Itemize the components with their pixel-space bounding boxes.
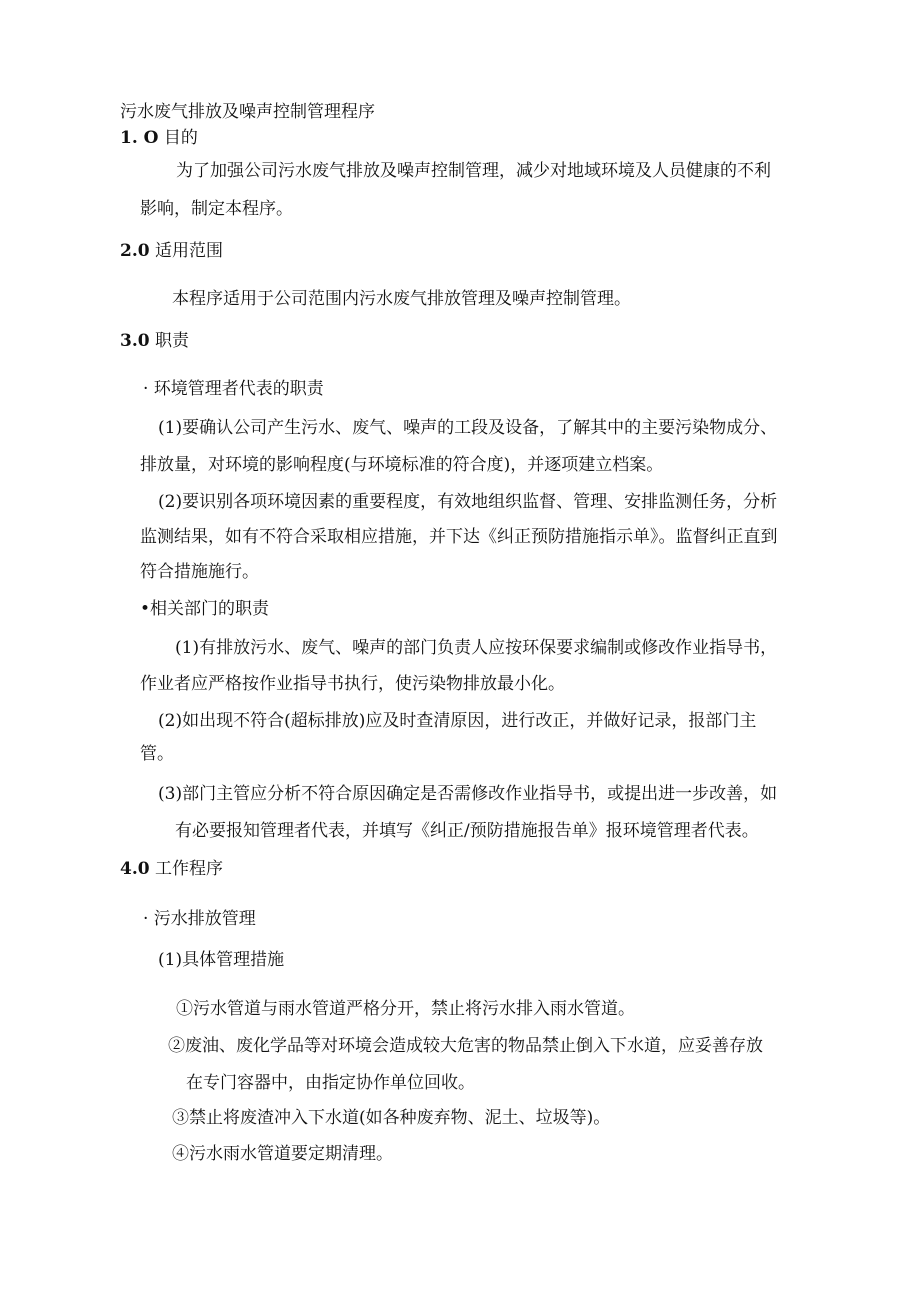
section-3-bullet-1-item-1-line-2: 排放量，对环境的影响程度(与环境标准的符合度)，并逐项建立档案。 bbox=[140, 455, 664, 475]
section-4-heading bbox=[120, 858, 223, 880]
section-1-title: 目的 bbox=[163, 128, 198, 148]
section-3-heading bbox=[120, 330, 189, 352]
section-2-title: 适用范围 bbox=[154, 241, 223, 261]
section-1-paragraph-line-1: 为了加强公司污水废气排放及噪声控制管理，减少对地域环境及人员健康的不利 bbox=[176, 161, 771, 181]
section-4-measure-3: ③禁止将废渣冲入下水道(如各种废弃物、泥土、垃圾等)。 bbox=[172, 1108, 611, 1128]
section-4-measure-2-line-1: ②废油、废化学品等对环境会造成较大危害的物品禁止倒入下水道，应妥善存放 bbox=[168, 1036, 763, 1056]
section-3-bullet-2-item-1-line-2: 作业者应严格按作业指导书执行，使污染物排放最小化。 bbox=[140, 674, 565, 694]
section-4-measure-4: ④污水雨水管道要定期清理。 bbox=[172, 1144, 393, 1164]
section-3-bullet-2-item-3-line-2: 有必要报知管理者代表，并填写《纠正/预防措施报告单》报环境管理者代表。 bbox=[175, 821, 759, 841]
section-2-paragraph: 本程序适用于公司范围内污水废气排放管理及噪声控制管理。 bbox=[172, 289, 631, 309]
section-1-number: 1. O bbox=[120, 128, 159, 148]
section-2-number: 2.0 bbox=[120, 241, 150, 261]
section-3-bullet-1-item-1-line-1: (1)要确认公司产生污水、废气、噪声的工段及设备，了解其中的主要污染物成分、 bbox=[158, 418, 778, 438]
section-3-bullet-1-item-2-line-3: 符合措施施行。 bbox=[140, 562, 259, 582]
section-1-heading bbox=[120, 127, 198, 149]
section-2-heading bbox=[120, 240, 223, 262]
section-1-paragraph-line-2: 影响，制定本程序。 bbox=[140, 199, 293, 219]
section-4-measure-2-line-2: 在专门容器中，由指定协作单位回收。 bbox=[186, 1073, 475, 1093]
section-3-bullet-2-item-2-line-2: 管。 bbox=[140, 744, 174, 764]
section-3-bullet-2-item-3-line-1: (3)部门主管应分析不符合原因确定是否需修改作业指导书，或提出进一步改善，如 bbox=[158, 784, 778, 804]
section-3-bullet-1: · 环境管理者代表的职责 bbox=[143, 379, 324, 399]
section-3-bullet-2: •相关部门的职责 bbox=[140, 599, 270, 619]
section-3-title: 职责 bbox=[154, 331, 189, 351]
section-3-number: 3.0 bbox=[120, 331, 150, 351]
section-3-bullet-1-item-2-line-2: 监测结果，如有不符合采取相应措施，并下达《纠正预防措施指示单》。监督纠正直到 bbox=[140, 527, 778, 547]
section-3-bullet-2-item-2-line-1: (2)如出现不符合(超标排放)应及时查清原因，进行改正，并做好记录，报部门主 bbox=[158, 711, 757, 731]
section-4-number: 4.0 bbox=[120, 859, 150, 879]
section-3-bullet-2-item-1-line-1: (1)有排放污水、废气、噪声的部门负责人应按环保要求编制或修改作业指导书， bbox=[175, 638, 778, 658]
section-4-measure-1: ①污水管道与雨水管道严格分开，禁止将污水排入雨水管道。 bbox=[176, 999, 635, 1019]
section-4-subheading-1: (1)具体管理措施 bbox=[158, 950, 285, 970]
document-title: 污水废气排放及噪声控制管理程序 bbox=[120, 102, 375, 122]
section-4-bullet-1: · 污水排放管理 bbox=[143, 909, 256, 929]
section-4-title: 工作程序 bbox=[154, 859, 223, 879]
section-3-bullet-1-item-2-line-1: (2)要识别各项环境因素的重要程度，有效地组织监督、管理、安排监测任务，分析 bbox=[158, 492, 778, 512]
